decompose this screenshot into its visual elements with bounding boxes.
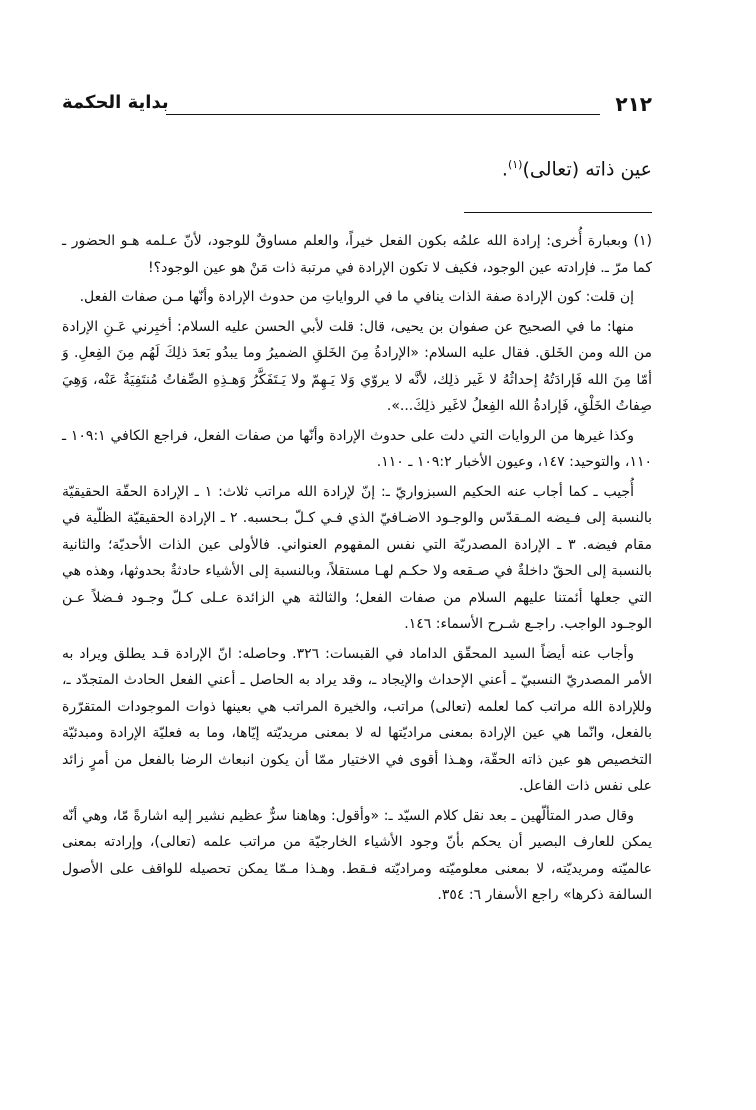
footnote-paragraph: وقال صدر المتألّهين ـ بعد نقل كلام السيّد ـ: «وأقول: وهاهنا سرٌّ عظيم نشير إليه اشارةً مّا، وهي أنّه يمكن للعارف البصير أن يحكم بأنّ وجود الأشياء الخارجيّة من مراتب علمه (تعالى)، وإرادته بمعنى عالميّته ومريديّته، لا بمعنى معلوميّته ومراديّته فـقط. وهـذا مـمّا يمكن تحصيله للواقف على الأصول السالفة ذكرها» راجع الأسفار ٦: ٣٥٤. — [62, 807, 652, 903]
page-header — [62, 92, 652, 122]
footnote-separator — [464, 212, 652, 213]
page-number: ٢١٢ — [615, 92, 652, 116]
footnote-paragraph: وأجاب عنه أيضاً السيد المحقّق الداماد في القبسات: ٣٢٦. وحاصله: انّ الإرادة قـد يطلق ويراد به الأمر المصدريّ النسبيّ ـ أعني الإحداث والإيجاد ـ، وقد يراد به الحاصل ـ أعني الفعل الحادث المتجدّد ـ، وللإرادة الله مراتب كما لعلمه (تعالى) مراتب، والخيرة المراتب هي بعينها ذوات الموجودات المتقرّرة بالفعل، وانّما هي عين الإرادة بمعنى مراديّتها له لا بمعنى مريديّته إيّاها، وما به فعليّة الإرادة ومبدئيّة التخصيص هو عين ذاته الحقّة، وهـذا أقوى في الاختيار ممّا أن يكون انبعاث الرضا بالفعل من أمرٍ زائد على نفس ذات الفاعل. — [62, 645, 652, 794]
footnotes — [62, 228, 652, 912]
footnote-paragraph: منها: ما في الصحيح عن صفوان بن يحيى، قال: قلت لأبي الحسن عليه السلام: أخبِرني عَـنِ الإرادة من الله ومن الخَلق. فقال عليه السلام: «الإرادةُ مِنَ الخَلقِ الضميرُ وما يبدُو بَعدَ ذلِكَ لَهُم مِنَ الفِعلِ. وَ أمّا مِنَ الله فَإرادَتُهُ إحداثُهُ لا غَير ذلِك، لأنَّه لا يروّي وَلا يَـهِمّ ولا يَـتَفَكَّرُ وَهـذِهِ الصِّفاتُ مُنتَفِيَةٌ عَنْه، وَهِيَ صِفاتُ الخَلْقِ، فَإرادةُ الله الفِعلُ لاغَير ذلِكَ...». — [62, 318, 652, 414]
footnote-paragraph: أُجيب ـ كما أجاب عنه الحكيم السبزواريّ ـ: إنّ لإرادة الله مراتب ثلاث: ١ ـ الإرادة الحقّة الحقيقيّة بالنسبة إلى فـيضه المـقدّس والوجـود الاضـافيّ الذي فـي كـلّ بـحسبه. ٢ ـ الإرادة الحقيقيّة الظلّية في مقام فيضه. ٣ ـ الإرادة المصدريّة التي نفس المفهوم العنواني. فالأولى عين الذات الأحديّة؛ والثانية بالنسبة إلى الحقّ داخلةٌ في صـقعه ولا حكـم لهـا مستقلاً، وبالنسبة إلى الأشياء حادثةٌ بحدوثها، وهذه هي التي جعلها أئمتنا عليهم السلام من صفات الفعل؛ والثالثة هي الزائدة عـلى كـلّ وجـود فـضلاً عـن الوجـود الواجب. راجـع شـرح الأسماء: ١٤٦. — [62, 483, 652, 632]
header-rule — [166, 114, 600, 115]
main-text: عين ذاته (تعالى)$^{(١)}$. — [501, 158, 652, 181]
main-text-body: عين ذاته (تعالى) — [522, 158, 652, 181]
footnote-paragraph: وكذا غيرها من الروايات التي دلت على حدوث الإرادة وأنّها من صفات الفعل، فراجع الكافي ١٠٩:١ ـ ١١٠، والتوحيد: ١٤٧، وعيون الأخبار ١٠٩:٢ ـ ١١٠. — [62, 427, 652, 470]
footnote-paragraph: (١) وبعبارة أُخرى: إرادة الله علمُه بكون الفعل خيراً، والعلم مساوقٌ للوجود، لأنّ عـلمه هـو الحضور ـ كما مرّ ـ. فإرادته عين الوجود، فكيف لا تكون الإرادة في مرتبة ذات مَنْ هو عين الوجود؟! — [62, 233, 652, 276]
book-title: بداية الحكمة — [62, 92, 169, 113]
footnote-paragraph: إن قلت: كون الإرادة صفة الذات ينافي ما في الرواياتِ من حدوث الإرادة وأنّها مـن صفات الفعل. — [79, 289, 634, 305]
footnote-ref: (١) — [507, 158, 523, 171]
